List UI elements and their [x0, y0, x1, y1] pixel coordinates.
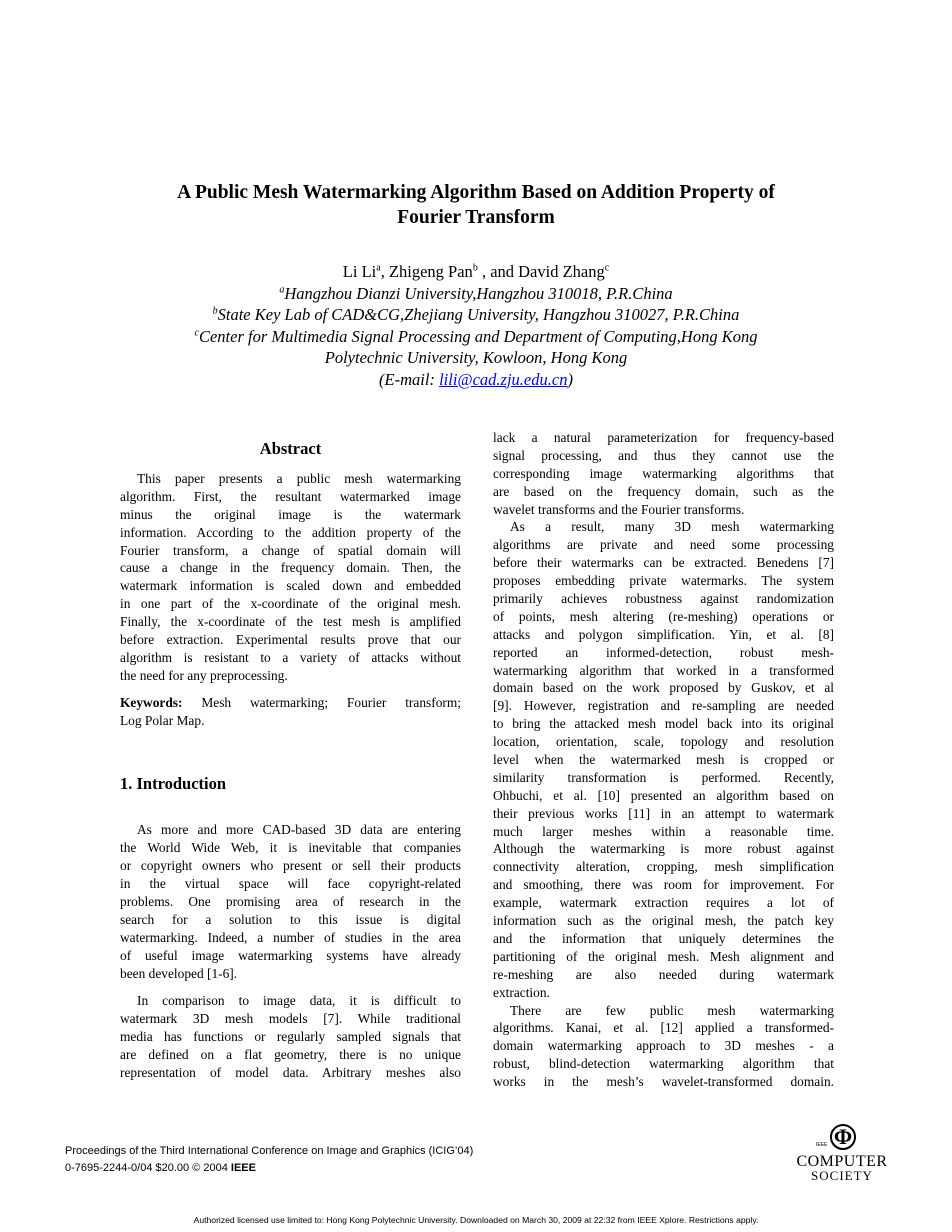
isbn-line: 0-7695-2244-0/04 $20.00 © 2004: [65, 1162, 231, 1174]
author-names: [0, 261, 952, 283]
introduction-heading: 1. Introduction: [120, 774, 227, 794]
affiliation-sup: a: [279, 284, 285, 295]
affiliation-sup: c: [194, 327, 199, 338]
text-line: of points, mesh altering (re-meshing) operations or: [493, 608, 834, 624]
text-line: works in the mesh’s wavelet-transformed domain.: [493, 1074, 834, 1090]
text-line: watermarking. Indeed, a number of studies in the area: [120, 929, 461, 945]
text-line: information. According to the addition property of the: [120, 524, 461, 540]
affiliation-text: State Key Lab of CAD&CG,Zhejiang University, Hangzhou 310027, P.R.China: [217, 305, 740, 324]
text-line: algorithms. Kanai, et al. [12] applied a transformed-: [493, 1020, 834, 1036]
right-column: [493, 429, 834, 1091]
affiliation-text: Center for Multimedia Signal Processing and Department of Computing,Hong Kong: [198, 326, 758, 346]
text-line: connectivity alteration, cropping, mesh simplification: [493, 859, 834, 875]
text-line: corresponding image watermarking algorithms that: [493, 465, 834, 481]
text-line: their previous works [11] in an attempt to watermark: [493, 805, 834, 821]
text-line: [9]. However, registration and re-sampling are needed: [493, 698, 834, 714]
text-line: cause a change in the frequency domain. Then, the: [120, 560, 461, 576]
abstract-paragraph: [120, 470, 461, 685]
logo-text: SOCIETY: [811, 1168, 873, 1183]
intro-paragraph: [493, 429, 834, 518]
text-line: in the virtual space will face copyright-related: [120, 876, 461, 892]
text-line: representation of model data. Arbitrary meshes also: [120, 1065, 461, 1081]
ieee-mark: IEEE: [230, 1162, 256, 1174]
text-line: media has functions or regularly sampled signals that: [120, 1029, 461, 1045]
text-line: wavelet transforms and the Fourier transforms.: [493, 501, 745, 517]
left-column: [120, 439, 461, 1082]
email-link[interactable]: lili@cad.zju.edu.cn: [439, 369, 568, 389]
text-line: search for a solution to this issue is digital: [120, 911, 461, 927]
text-line: attacks and polygon simplification. Yin, et al. [8]: [493, 626, 834, 642]
text-line: As more and more CAD-based 3D data are entering: [137, 822, 461, 838]
text-line: Fourier transform, a change of spatial domain will: [120, 542, 461, 558]
text-line: watermark information is scaled down and embedded: [120, 578, 461, 594]
author-sup: b: [472, 262, 478, 274]
text-line: the World Wide Web, it is inevitable that companies: [120, 840, 461, 856]
text-line: signal processing, and thus they cannot use the: [493, 447, 834, 463]
proceedings-line: Proceedings of the Third International Conference on Image and Graphics (ICIG’04): [65, 1145, 474, 1157]
text-line: information such as the original mesh, the patch key: [493, 913, 834, 929]
text-line: before extraction. Experimental results prove that our: [120, 632, 461, 648]
text-line: reported an informed-detection, robust mesh-: [493, 644, 834, 660]
author-name: , Zhigeng Pan: [380, 262, 473, 281]
author-name: Li Li: [342, 262, 377, 281]
text-line: Although the watermarking is more robust against: [493, 841, 834, 857]
intro-paragraph: [120, 992, 461, 1081]
text-line: the need for any preprocessing.: [120, 667, 288, 683]
text-line: are defined on a flat geometry, there is no unique: [120, 1047, 461, 1063]
text-line: similarity transformation is performed. Recently,: [493, 769, 834, 785]
intro-paragraph: [120, 821, 461, 982]
text-line: minus the original image is the watermark: [120, 506, 461, 522]
logo-ieee-small: IEEE: [816, 1142, 828, 1148]
text-line: example, watermark extraction requires a lot of: [493, 895, 834, 911]
authorization-notice: Authorized licensed use limited to: Hong Kong Polytechnic University. Downloaded on March 30, 2009 at 22:32 from IEEE Xplore. Restrictions apply.: [193, 1215, 759, 1225]
text-line: been developed [1-6].: [120, 965, 238, 981]
text-line: algorithm. First, the resultant watermarked image: [120, 488, 461, 504]
abstract-heading: Abstract: [259, 439, 322, 458]
title-line: Fourier Transform: [397, 207, 555, 228]
computer-society-logo: [792, 1124, 892, 1182]
affiliation: [0, 326, 952, 348]
affiliation: [0, 347, 952, 369]
text-line: algorithm is resistant to a variety of attacks without: [120, 649, 461, 665]
affiliation-sup: b: [212, 305, 218, 317]
phi-icon: Φ: [830, 1124, 856, 1150]
text-line: problems. One promising area of research in the: [120, 894, 461, 910]
title-line: A Public Mesh Watermarking Algorithm Based on Addition Property of: [177, 182, 775, 203]
text-line: algorithms are private and need some processing: [493, 537, 834, 553]
keywords-text: Log Polar Map.: [120, 712, 205, 728]
email-prefix: (E-mail:: [379, 369, 440, 389]
text-line: of useful image watermarking systems have already: [120, 947, 461, 963]
text-line: primarily achieves robustness against randomization: [493, 591, 834, 607]
paper-title: [0, 180, 952, 230]
footer: [65, 1143, 473, 1177]
text-line: Ohbuchi, et al. [10] presented an algorithm based on: [493, 787, 834, 803]
text-line: domain watermarking approach to 3D meshes - a: [493, 1038, 834, 1054]
email-line: [0, 369, 952, 391]
intro-paragraph: [493, 518, 834, 1001]
text-line: re-meshing are also needed during watermark: [493, 966, 834, 982]
text-line: As a result, many 3D mesh watermarking: [510, 519, 834, 535]
text-line: extraction.: [493, 984, 550, 1000]
author-sup: a: [376, 262, 381, 274]
text-line: in one part of the x-coordinate of the original mesh.: [120, 596, 461, 612]
text-line: proposes embedding private watermarks. The system: [493, 573, 834, 589]
text-line: or copyright owners who present or sell their products: [120, 858, 461, 874]
author-name: , and David Zhang: [477, 262, 605, 281]
text-line: location, orientation, scale, topology and resolution: [493, 734, 834, 750]
keywords: [120, 694, 461, 730]
text-line: partitioning of the original mesh. Mesh alignment and: [493, 948, 834, 964]
text-line: Finally, the x-coordinate of the test mesh is amplified: [120, 614, 461, 630]
text-line: are based on the frequency domain, such as the: [493, 483, 834, 499]
author-sup: c: [604, 262, 610, 274]
text-line: level when the watermarked mesh is cropped or: [493, 752, 834, 768]
email-suffix: ): [567, 369, 573, 389]
keywords-text: Mesh watermarking; Fourier transform;: [182, 694, 461, 710]
text-line: and the information that uniquely determines the: [493, 930, 834, 946]
affiliation-text: Hangzhou Dianzi University,Hangzhou 310018, P.R.China: [284, 283, 673, 303]
logo-text: COMPUTER: [796, 1153, 888, 1170]
affiliation-text: Polytechnic University, Kowloon, Hong Kong: [324, 348, 628, 367]
text-line: before their watermarks can be extracted. Benedens [7]: [493, 555, 834, 571]
affiliation: [0, 304, 952, 326]
text-line: much larger meshes within a reasonable time.: [493, 823, 834, 839]
text-line: watermarking algorithm that worked in a transformed: [493, 662, 834, 678]
text-line: domain based on the work proposed by Guskov, et al: [493, 680, 834, 696]
text-line: robust, blind-detection watermarking algorithm that: [493, 1056, 834, 1072]
affiliation: [0, 283, 952, 305]
text-line: to bring the attacked mesh model back into its original: [493, 716, 834, 732]
text-line: watermark 3D mesh models [7]. While traditional: [120, 1011, 461, 1027]
text-line: This paper presents a public mesh watermarking: [137, 471, 461, 486]
text-line: There are few public mesh watermarking: [510, 1002, 834, 1018]
author-block: [0, 261, 952, 390]
intro-paragraph: [493, 1002, 834, 1091]
keywords-label: Keywords:: [120, 694, 183, 710]
text-line: lack a natural parameterization for frequency-based: [493, 430, 834, 445]
text-line: and smoothing, there was room for improvement. For: [493, 877, 834, 893]
text-line: In comparison to image data, it is difficult to: [137, 993, 461, 1009]
